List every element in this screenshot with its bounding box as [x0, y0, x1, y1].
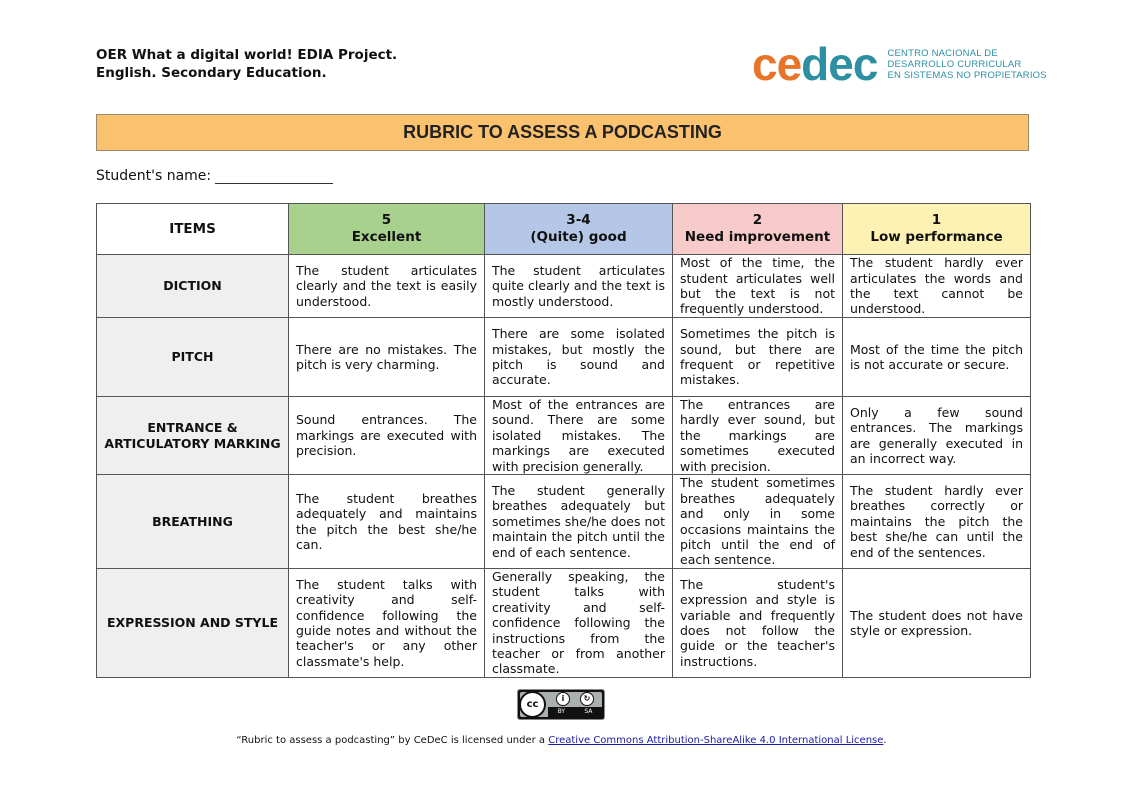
- header-score-5: 5 Excellent: [289, 204, 485, 255]
- document-header: [96, 46, 397, 82]
- rubric-row-diction: [97, 255, 1031, 318]
- cedec-logo-word: cedec: [752, 38, 878, 90]
- descriptor-pitch-1: Most of the time the pitch is not accurate or secure.: [843, 318, 1031, 397]
- descriptor-entrance-3-4: Most of the entrances are sound. There are some isolated mistakes. The markings are executed with precision generally.: [485, 397, 673, 475]
- license-footer: [0, 735, 1123, 746]
- descriptor-diction-1: The student hardly ever articulates the words and the text cannot be understood.: [843, 255, 1031, 318]
- descriptor-expression-5: The student talks with creativity and self-confidence following the guide notes and without the teacher's or any other classmate's help.: [289, 569, 485, 678]
- descriptor-diction-2: Most of the time, the student articulates well but the text is not frequently understood.: [673, 255, 843, 318]
- descriptor-pitch-2: Sometimes the pitch is sound, but there are frequent or repetitive mistakes.: [673, 318, 843, 397]
- rubric-header-row: [97, 204, 1031, 255]
- descriptor-breathing-5: The student breathes adequately and maintains the pitch the best she/he can.: [289, 475, 485, 569]
- descriptor-entrance-2: The entrances are hardly ever sound, but the markings are sometimes executed with precision.: [673, 397, 843, 475]
- rubric-row-breathing: [97, 475, 1031, 569]
- rubric-table: [96, 203, 1031, 678]
- descriptor-breathing-1: The student hardly ever breathes correctly or maintains the pitch the best she/he can until the end of the sentences.: [843, 475, 1031, 569]
- descriptor-entrance-1: Only a few sound entrances. The markings are generally executed in an incorrect way.: [843, 397, 1031, 475]
- descriptor-diction-5: The student articulates clearly and the text is easily understood.: [289, 255, 485, 318]
- sharealike-icon: ↻: [580, 692, 594, 706]
- descriptor-pitch-5: There are no mistakes. The pitch is very charming.: [289, 318, 485, 397]
- descriptor-expression-3-4: Generally speaking, the student talks with creativity and self-confidence following the instructions from the teacher or from another classmate.: [485, 569, 673, 678]
- rubric-row-expression: [97, 569, 1031, 678]
- header-score-3-4: 3-4 (Quite) good: [485, 204, 673, 255]
- item-expression-and-style: EXPRESSION AND STYLE: [97, 569, 289, 678]
- cedec-logo-text: CENTRO NACIONAL DE DESARROLLO CURRICULAR EN SISTEMAS NO PROPIETARIOS: [887, 47, 1047, 81]
- license-prefix: “Rubric to assess a podcasting” by CeDeC is licensed under a: [236, 735, 549, 746]
- item-diction: DICTION: [97, 255, 289, 318]
- header-line-project: OER What a digital world! EDIA Project.: [96, 47, 398, 63]
- header-line-course: English. Secondary Education.: [96, 65, 327, 81]
- attribution-icon: i: [556, 692, 570, 706]
- cc-icon: cc: [519, 691, 546, 718]
- student-name-label: Student's name:: [96, 168, 212, 184]
- student-name-field: [96, 168, 333, 184]
- license-suffix: .: [883, 735, 887, 746]
- item-pitch: PITCH: [97, 318, 289, 397]
- cedec-logo: [752, 40, 1047, 88]
- header-score-1: 1 Low performance: [843, 204, 1031, 255]
- descriptor-breathing-2: The student sometimes breathes adequately and only in some occasions maintains the pitch until the end of each sentence.: [673, 475, 843, 569]
- cc-by-sa-badge[interactable]: [517, 689, 605, 720]
- student-name-blank-line: [215, 169, 333, 184]
- rubric-row-entrance: [97, 397, 1031, 475]
- descriptor-entrance-5: Sound entrances. The markings are executed with precision.: [289, 397, 485, 475]
- rubric-title: RUBRIC TO ASSESS A PODCASTING: [96, 114, 1029, 151]
- header-items: ITEMS: [97, 204, 289, 255]
- rubric-row-pitch: [97, 318, 1031, 397]
- license-link[interactable]: Creative Commons Attribution-ShareAlike 4.0 International License: [548, 735, 884, 746]
- descriptor-expression-1: The student does not have style or expression.: [843, 569, 1031, 678]
- item-breathing: BREATHING: [97, 475, 289, 569]
- descriptor-expression-2: The student's expression and style is variable and frequently does not follow the guide or the teacher's instructions.: [673, 569, 843, 678]
- descriptor-pitch-3-4: There are some isolated mistakes, but mostly the pitch is sound and accurate.: [485, 318, 673, 397]
- item-entrance-articulatory-marking: ENTRANCE & ARTICULATORY MARKING: [97, 397, 289, 475]
- header-score-2: 2 Need improvement: [673, 204, 843, 255]
- descriptor-breathing-3-4: The student generally breathes adequately but sometimes she/he does not maintain the pitch until the end of each sentence.: [485, 475, 673, 569]
- descriptor-diction-3-4: The student articulates quite clearly and the text is mostly understood.: [485, 255, 673, 318]
- cc-badge-band: BY SA: [548, 707, 602, 717]
